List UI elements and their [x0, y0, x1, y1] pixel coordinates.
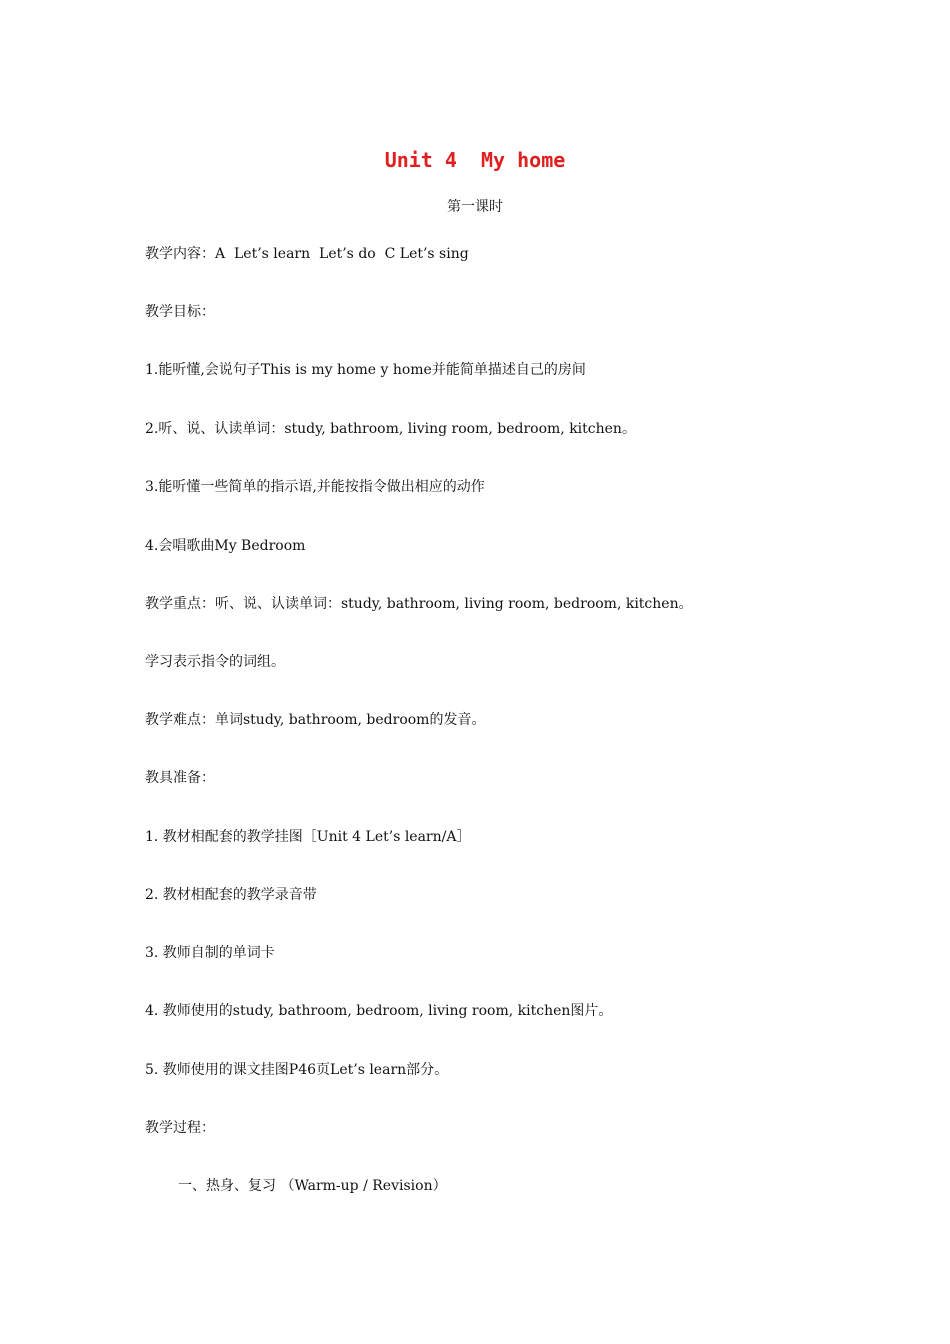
key-points-continued: 学习表示指令的词组。 [145, 654, 285, 670]
goal-item-2: 2.听、说、认读单词：study, bathroom, living room, bedroom, kitchen。 [145, 421, 636, 437]
aid-item-4: 4. 教师使用的study, bathroom, bedroom, living room, kitchen图片。 [145, 1003, 613, 1019]
lesson-period: 第一课时 [447, 199, 503, 215]
aid-item-2: 2. 教材相配套的教学录音带 [145, 887, 317, 903]
goal-item-3: 3.能听懂一些简单的指示语,并能按指令做出相应的动作 [145, 479, 485, 495]
goal-item-1: 1.能听懂,会说句子This is my home y home并能简单描述自己的房间 [145, 362, 586, 378]
difficult-points: 教学难点：单词study, bathroom, bedroom的发音。 [145, 712, 486, 728]
teaching-content: 教学内容：A Let’s learn Let’s do C Let’s sing [145, 246, 469, 262]
goal-item-4: 4.会唱歌曲My Bedroom [145, 538, 306, 554]
aid-item-3: 3. 教师自制的单词卡 [145, 945, 275, 961]
teaching-goals-heading: 教学目标： [145, 304, 215, 320]
teaching-aids-heading: 教具准备： [145, 770, 215, 786]
key-points: 教学重点：听、说、认读单词：study, bathroom, living room, bedroom, kitchen。 [145, 596, 693, 612]
aid-item-1: 1. 教材相配套的教学挂图［Unit 4 Let’s learn/A］ [145, 829, 471, 845]
page-title: Unit 4 My home [384, 148, 566, 172]
process-step-1: 一、热身、复习 （Warm-up / Revision） [178, 1178, 447, 1194]
aid-item-5: 5. 教师使用的课文挂图P46页Let’s learn部分。 [145, 1062, 449, 1078]
teaching-process-heading: 教学过程： [145, 1120, 215, 1136]
